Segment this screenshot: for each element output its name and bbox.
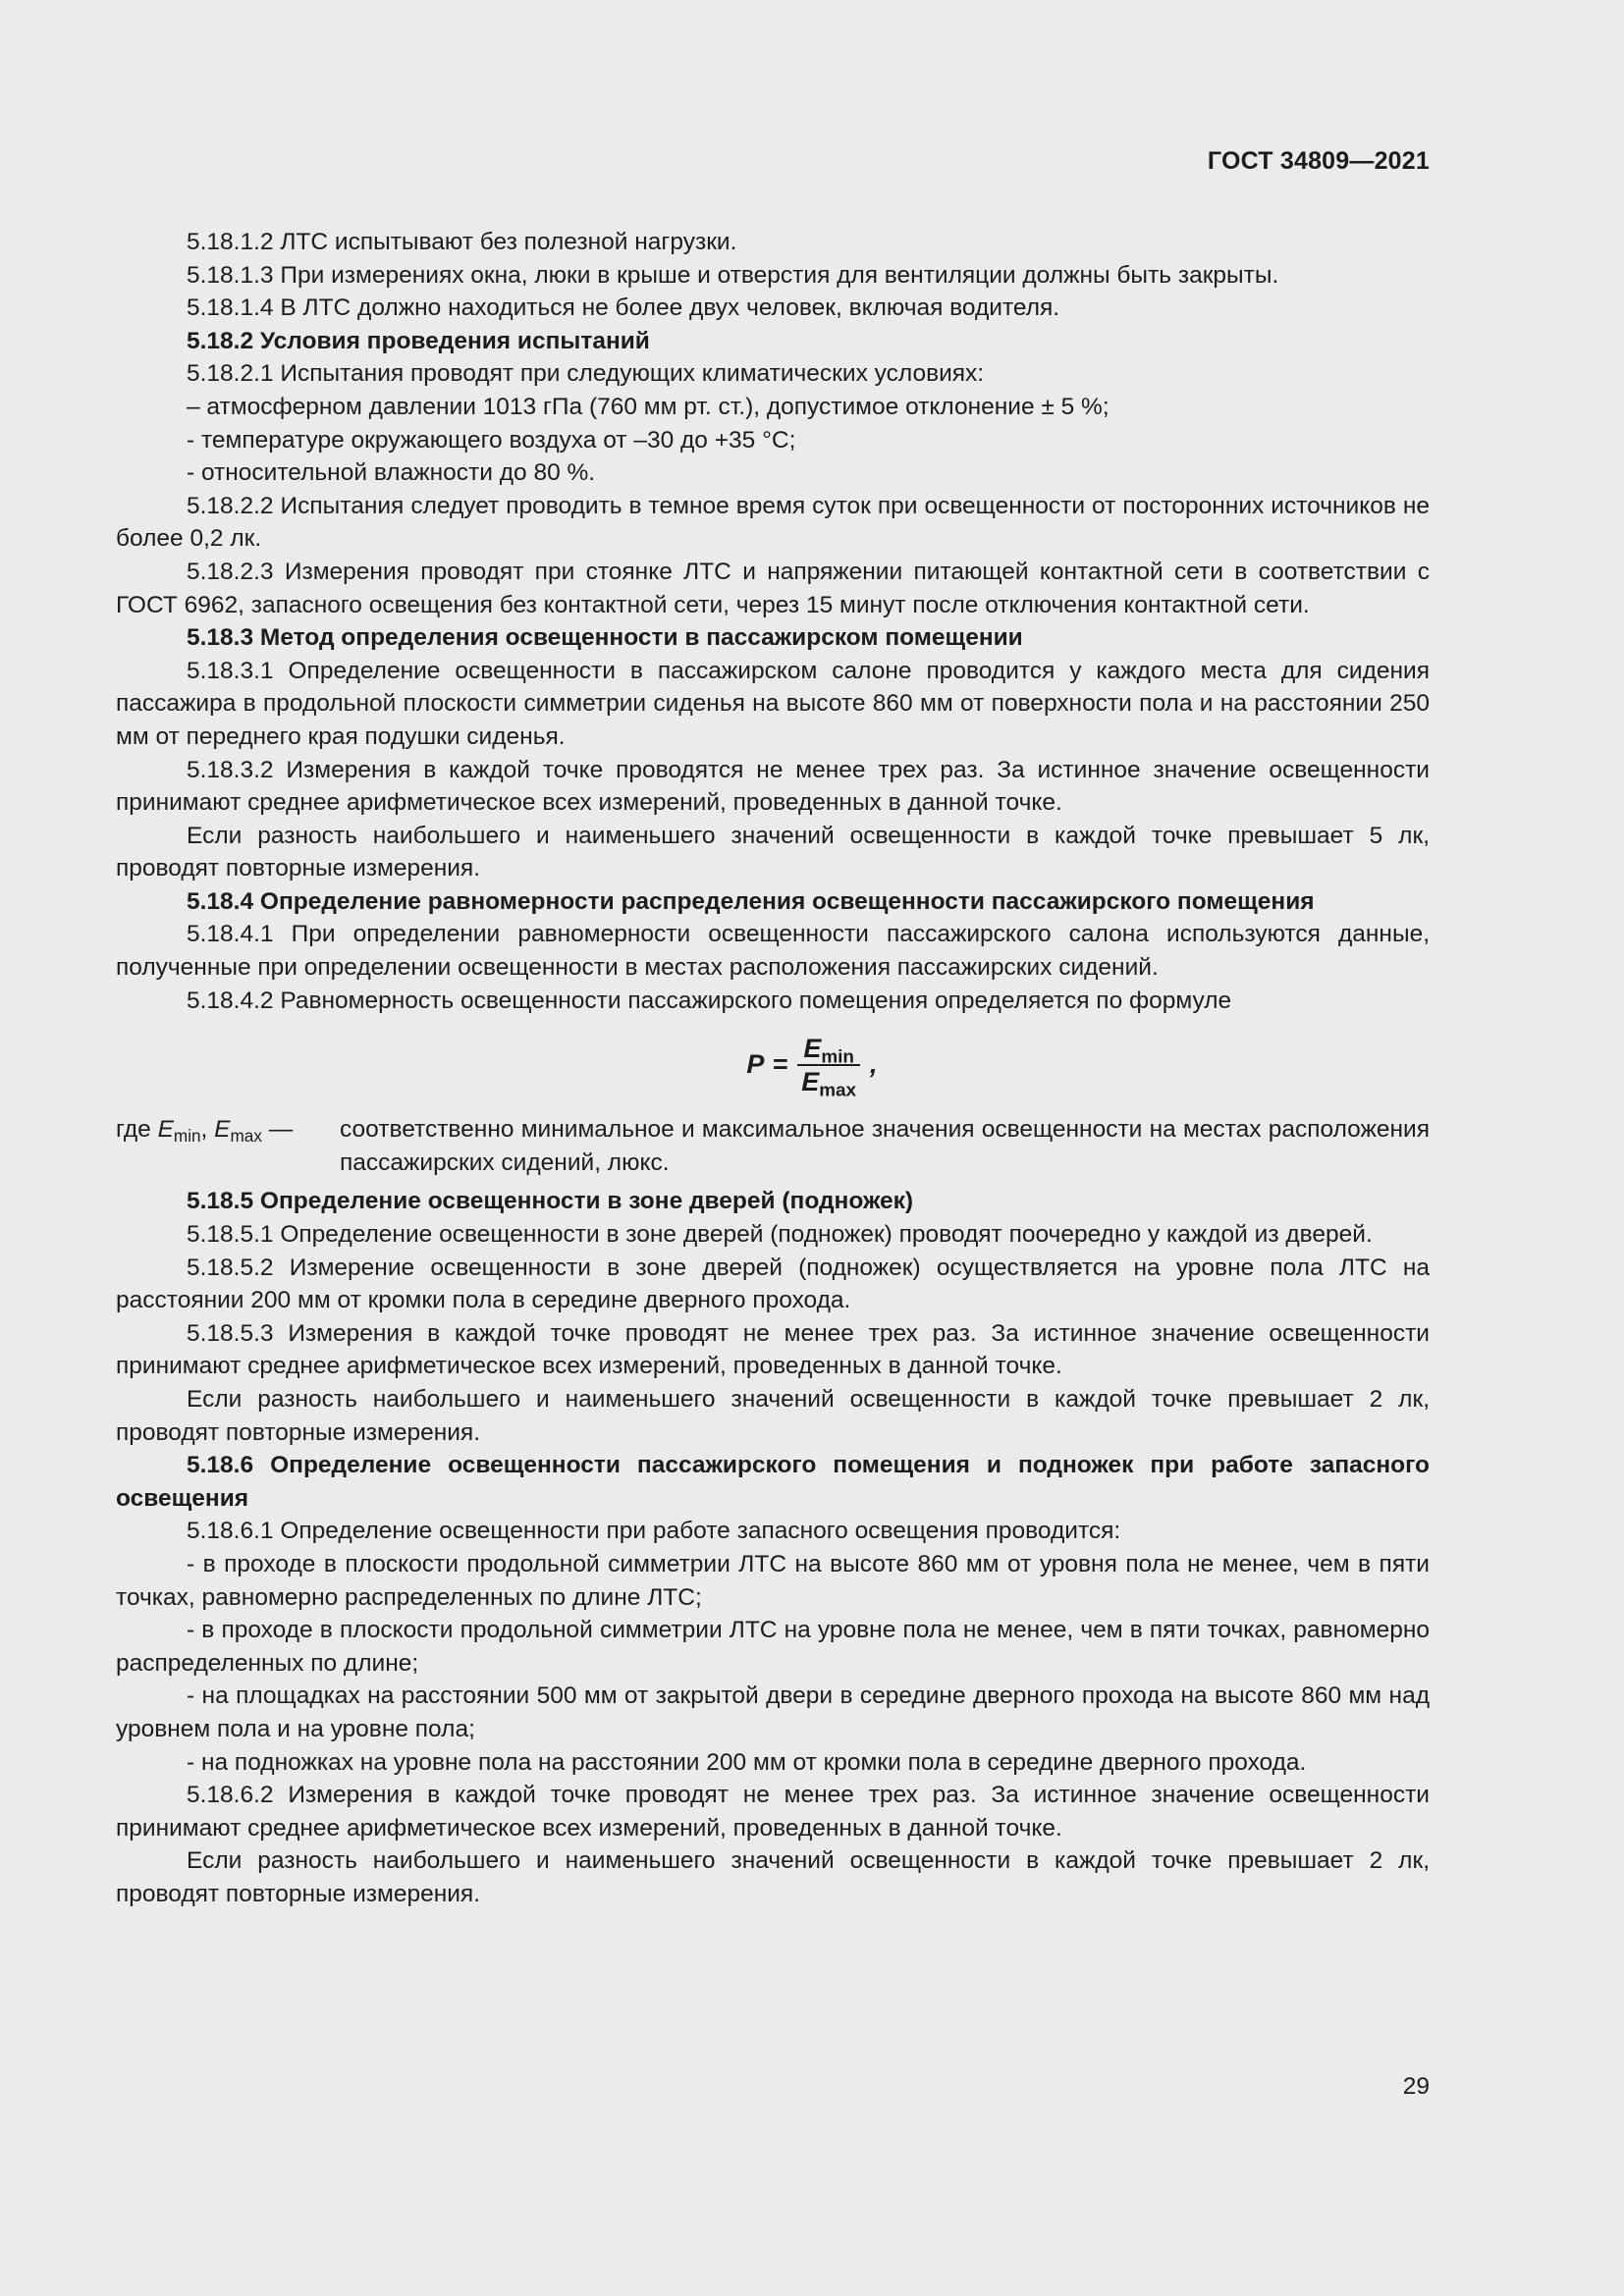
paragraph: 5.18.3.1 Определение освещенности в пассажирском салоне проводится у каждого места для сидения пассажира в продольной плоскости симметрии сиденья на высоте 860 мм от поверхности пола и на расстоянии 250 мм от переднего края подушки сиденья. — [116, 657, 1430, 750]
formula-fraction — [795, 1033, 862, 1101]
paragraph: 5.18.5.3 Измерения в каждой точке проводят не менее трех раз. За истинное значение освещенности принимают среднее арифметическое всех измерений, проведенных в данной точке. — [116, 1319, 1430, 1380]
paragraphs-after-formula — [116, 1185, 1430, 1910]
paragraph: 5.18.1.3 При измерениях окна, люки в крыше и отверстия для вентиляции должны быть закрыты. — [187, 261, 1279, 289]
section-heading: 5.18.4 Определение равномерности распределения освещенности пассажирского помещения — [187, 887, 1315, 915]
formula-numerator: $E_{min}$ — [797, 1033, 860, 1066]
explanation-definition: соответственно минимальное и максимальное значения освещенности на местах расположения пассажирских сидений, люкс. — [340, 1116, 1430, 1176]
paragraph: 5.18.5.1 Определение освещенности в зоне дверей (подножек) проводят поочередно у каждой из дверей. — [187, 1221, 1373, 1249]
uniformity-formula — [746, 1033, 878, 1101]
document-header: ГОСТ 34809—2021 — [1207, 147, 1430, 175]
section-heading: 5.18.5 Определение освещенности в зоне дверей (подножек) — [187, 1188, 914, 1215]
paragraph: 5.18.3.2 Измерения в каждой точке проводятся не менее трех раз. За истинное значение освещенности принимают среднее арифметическое всех измерений, проведенных в данной точке. — [116, 756, 1430, 817]
paragraph: 5.18.1.2 ЛТС испытывают без полезной нагрузки. — [187, 229, 737, 255]
paragraph: 5.18.2.1 Испытания проводят при следующих климатических условиях: — [187, 360, 985, 388]
paragraph: 5.18.2.3 Измерения проводят при стоянке ЛТС и напряжении питающей контактной сети в соответствии с ГОСТ 6962, запасного освещения без контактной сети, через 15 минут после отключения контактной сети. — [116, 558, 1430, 618]
paragraph: - на площадках на расстоянии 500 мм от закрытой двери в середине дверного прохода на высоте 860 мм над уровнем пола и на уровне пола; — [116, 1682, 1430, 1742]
paragraph: Если разность наибольшего и наименьшего значений освещенности в каждой точке превышает 5 лк, проводят повторные измерения. — [116, 822, 1430, 882]
paragraph: 5.18.6.2 Измерения в каждой точке проводят не менее трех раз. За истинное значение освещенности принимают среднее арифметическое всех измерений, проведенных в данной точке. — [116, 1782, 1430, 1842]
formula-denominator: $E_{max}$ — [801, 1067, 857, 1101]
formula-trailing-comma: , — [870, 1049, 878, 1080]
paragraph: - в проходе в плоскости продольной симметрии ЛТС на высоте 860 мм от уровня пола не менее, чем в пяти точках, равномерно распределенных по длине ЛТС; — [116, 1550, 1430, 1611]
paragraph: 5.18.4.2 Равномерность освещенности пассажирского помещения определяется по формуле — [187, 987, 1232, 1014]
paragraph: 5.18.2.2 Испытания следует проводить в темное время суток при освещенности от посторонних источников не более 0,2 лк. — [116, 492, 1430, 553]
section-heading: 5.18.3 Метод определения освещенности в пассажирском помещении — [187, 624, 1023, 652]
section-heading: 5.18.2 Условия проведения испытаний — [187, 327, 650, 354]
paragraph: - в проходе в плоскости продольной симметрии ЛТС на уровне пола не менее, чем в пяти точках, равномерно распределенных по длине; — [116, 1617, 1430, 1677]
explanation-term: где $E_{min}$, $E_{max}$ — — [116, 1116, 294, 1147]
paragraphs-before-formula — [116, 226, 1430, 1017]
document-body — [116, 226, 1430, 1911]
paragraph: - на подножках на уровне пола на расстоянии 200 мм от кромки пола в середине дверного прохода. — [187, 1748, 1307, 1776]
paragraph: 5.18.1.4 В ЛТС должно находиться не более двух человек, включая водителя. — [187, 294, 1060, 322]
paragraph: - температуре окружающего воздуха от –30 до +35 °С; — [187, 426, 796, 454]
paragraph: 5.18.6.1 Определение освещенности при работе запасного освещения проводится: — [187, 1518, 1121, 1545]
paragraph: - относительной влажности до 80 %. — [187, 459, 596, 487]
paragraph: – атмосферном давлении 1013 гПа (760 мм рт. ст.), допустимое отклонение ± 5 %; — [187, 393, 1110, 420]
section-heading: 5.18.6 Определение освещенности пассажирского помещения и подножек при работе запасного освещения — [116, 1452, 1430, 1512]
paragraph: Если разность наибольшего и наименьшего значений освещенности в каждой точке превышает 2 лк, проводят повторные измерения. — [116, 1386, 1430, 1446]
paragraph: 5.18.4.1 При определении равномерности освещенности пассажирского салона используются данные, полученные при определении освещенности в местах расположения пассажирских сидений. — [116, 921, 1430, 982]
page-number: 29 — [1402, 2073, 1430, 2100]
formula-explanation — [116, 1113, 1430, 1179]
formula-block — [116, 1017, 1430, 1113]
paragraph: 5.18.5.2 Измерение освещенности в зоне дверей (подножек) осуществляется на уровне пола ЛТС на расстоянии 200 мм от кромки пола в середине дверного прохода. — [116, 1254, 1430, 1314]
formula-lhs: P — [746, 1049, 765, 1080]
paragraph: Если разность наибольшего и наименьшего значений освещенности в каждой точке превышает 2 лк, проводят повторные измерения. — [116, 1847, 1430, 1907]
formula-equals: = — [772, 1049, 788, 1080]
